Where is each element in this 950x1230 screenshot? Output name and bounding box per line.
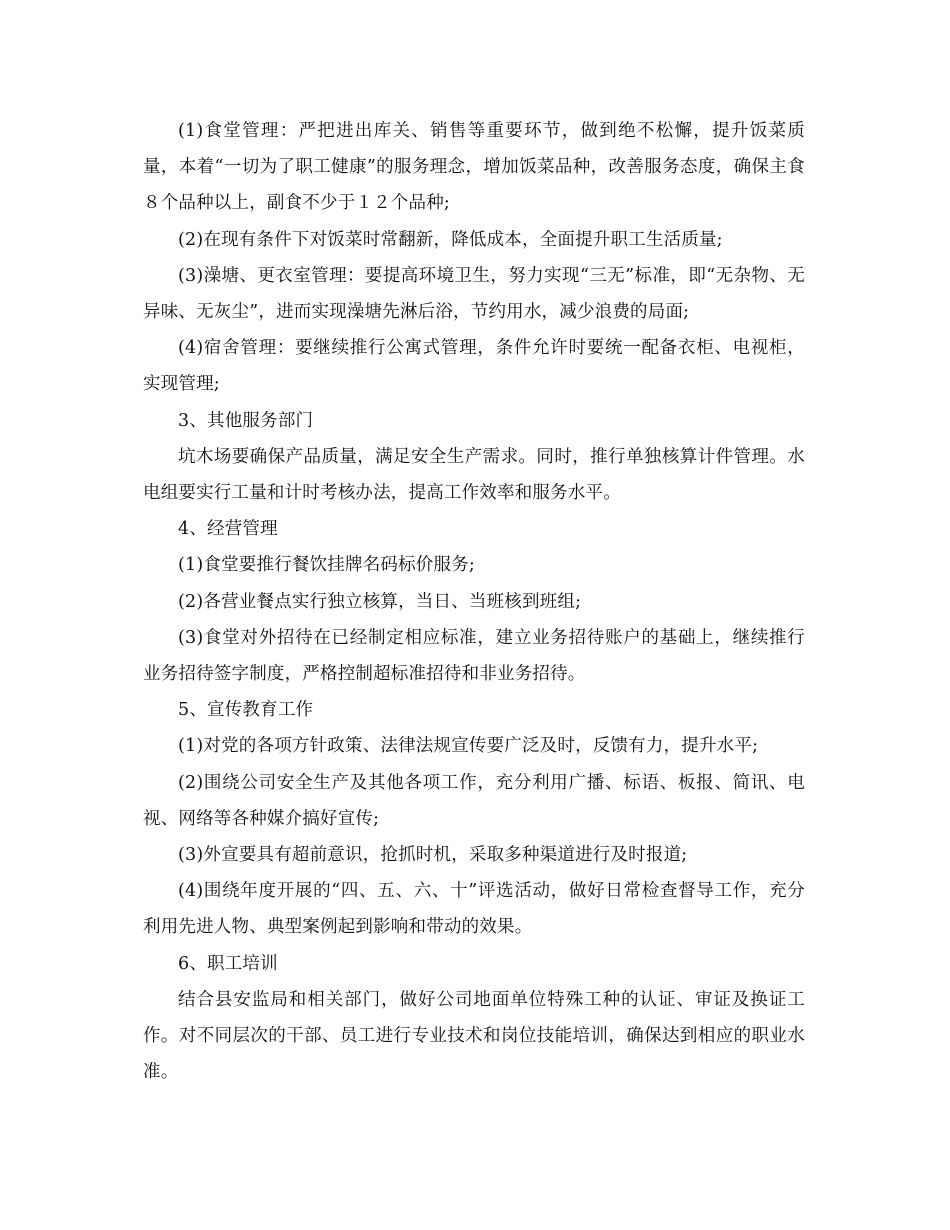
paragraph-reception-standards: (3)食堂对外招待在已经制定相应标准，建立业务招待账户的基础上，继续推行业务招待签字制度，严格控制超标准招待和非业务招待。 bbox=[143, 627, 805, 685]
paragraph-independent-accounting: (2)各营业餐点实行独立核算，当日、当班核到班组; bbox=[178, 591, 582, 612]
section-heading-business-management: 4、经营管理 bbox=[178, 519, 278, 540]
paragraph-policy-publicity: (1)对党的各项方针政策、法律法规宣传要广泛及时，反馈有力，提升水平; bbox=[178, 736, 759, 757]
section-heading-staff-training: 6、职工培训 bbox=[178, 953, 278, 974]
paragraph-canteen-pricing: (1)食堂要推行餐饮挂牌名码标价服务; bbox=[178, 555, 475, 576]
paragraph-staff-training: 结合县安监局和相关部门，做好公司地面单位特殊工种的认证、审证及换证工作。对不同层次的干部、员工进行专业技术和岗位技能培训，确保达到相应的职业水准。 bbox=[143, 989, 805, 1083]
paragraph-canteen-management: (1)食堂管理：严把进出库关、销售等重要环节，做到绝不松懈，提升饭菜质量，本着“一切为了职工健康”的服务理念，增加饭菜品种，改善服务态度，确保主食８个品种以上，副食不少于１２个品种; bbox=[143, 121, 805, 214]
paragraph-bathhouse-management: (3)澡塘、更衣室管理：要提高环境卫生，努力实现“三无”标准，即“无杂物、无异味、无灰尘”，进而实现澡塘先淋后浴，节约用水，减少浪费的局面; bbox=[143, 265, 805, 323]
paragraph-external-reporting: (3)外宣要具有超前意识，抢抓时机，采取多种渠道进行及时报道; bbox=[178, 845, 688, 866]
document-body bbox=[143, 113, 805, 1090]
section-heading-publicity-education: 5、宣传教育工作 bbox=[178, 700, 314, 721]
paragraph-media-publicity: (2)围绕公司安全生产及其他各项工作，充分利用广播、标语、板报、简讯、电视、网络等各种媒介搞好宣传; bbox=[143, 772, 805, 829]
section-heading-other-services: 3、其他服务部门 bbox=[178, 410, 314, 431]
paragraph-menu-renewal: (2)在现有条件下对饭菜时常翻新，降低成本，全面提升职工生活质量; bbox=[178, 229, 723, 250]
paragraph-dormitory-management: (4)宿舍管理：要继续推行公寓式管理，条件允许时要统一配备衣柜、电视柜，实现管理; bbox=[143, 338, 805, 395]
paragraph-other-services: 坑木场要确保产品质量，满足安全生产需求。同时，推行单独核算计件管理。水电组要实行工量和计时考核办法，提高工作效率和服务水平。 bbox=[143, 446, 805, 504]
paragraph-selection-activities: (4)围绕年度开展的“四、五、六、十”评选活动，做好日常检查督导工作，充分利用先进人物、典型案例起到影响和带动的效果。 bbox=[143, 881, 805, 938]
